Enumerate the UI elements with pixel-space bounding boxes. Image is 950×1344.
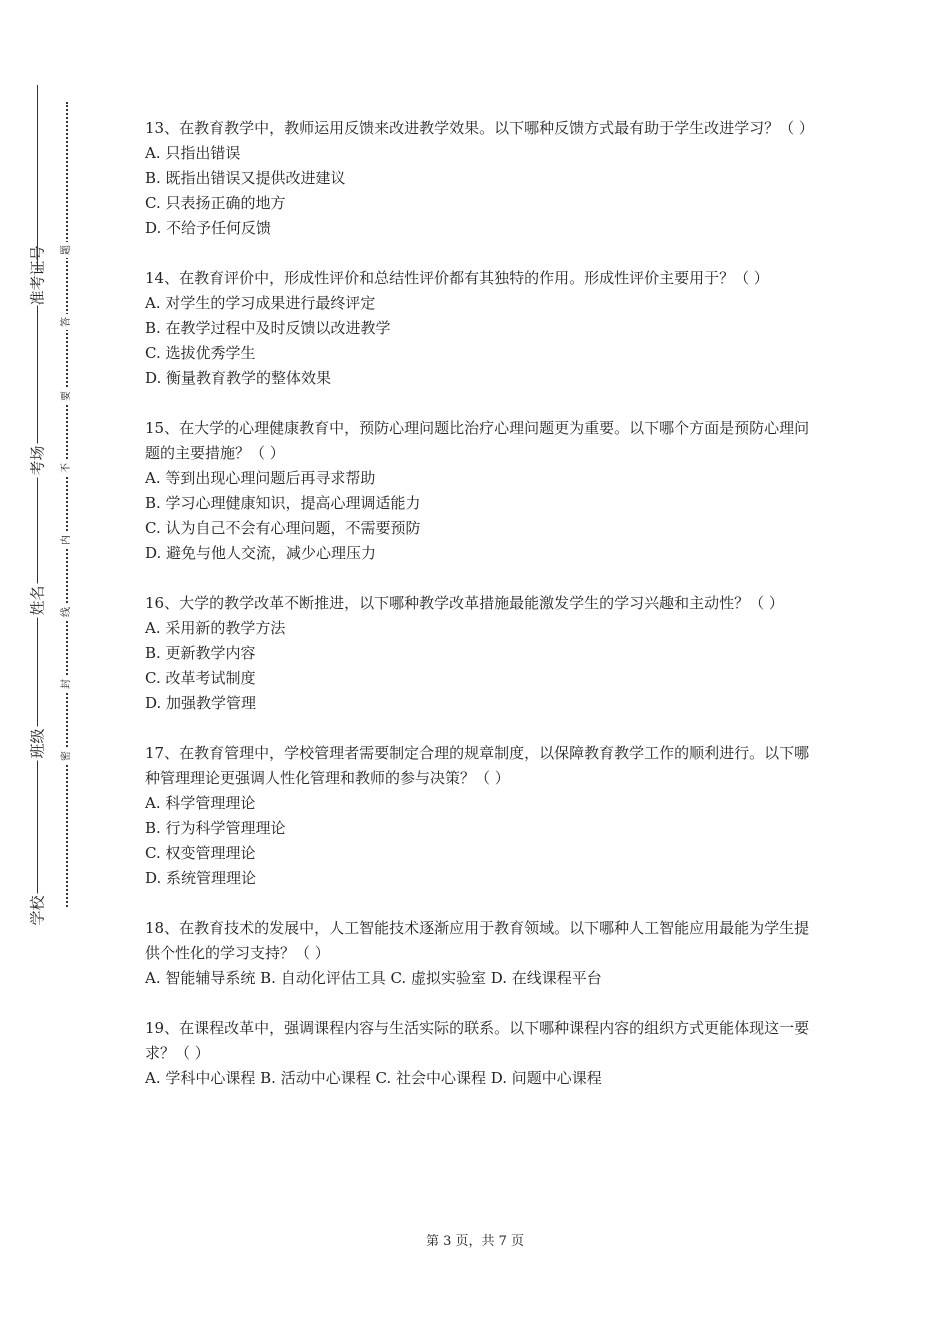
question-14 bbox=[145, 266, 815, 391]
question-stem: 17、在教育管理中，学校管理者需要制定合理的规章制度，以保障教育教学工作的顺利进行。以下哪种管理理论更强调人性化管理和教师的参与决策？（ ） bbox=[145, 744, 810, 787]
question-16 bbox=[145, 591, 815, 716]
option-c: C. 改革考试制度 bbox=[145, 669, 256, 687]
option-d: D. 加强教学管理 bbox=[145, 694, 257, 712]
question-stem: 16、大学的教学改革不断推进，以下哪种教学改革措施最能激发学生的学习兴趣和主动性？（ ） bbox=[145, 594, 784, 612]
option-a: A. 只指出错误 bbox=[145, 144, 241, 162]
question-13 bbox=[145, 116, 815, 241]
question-17 bbox=[145, 741, 815, 891]
sidebar-label-exam-room: 考场 bbox=[28, 445, 47, 476]
question-18 bbox=[145, 916, 815, 991]
question-stem: 18、在教育技术的发展中，人工智能技术逐渐应用于教育领域。以下哪种人工智能应用最能为学生提供个性化的学习支持？（ ） bbox=[145, 919, 810, 962]
question-15 bbox=[145, 416, 815, 566]
seal-char: 答 bbox=[61, 314, 73, 330]
seal-char: 题 bbox=[61, 242, 73, 258]
option-d: D. 系统管理理论 bbox=[145, 869, 257, 887]
question-stem: 15、在大学的心理健康教育中，预防心理问题比治疗心理问题更为重要。以下哪个方面是预防心理问题的主要措施？（ ） bbox=[145, 419, 810, 462]
seal-char: 密 bbox=[61, 748, 73, 764]
option-d: D. 避免与他人交流，减少心理压力 bbox=[145, 544, 377, 562]
binding-line bbox=[37, 85, 38, 925]
option-a: A. 对学生的学习成果进行最终评定 bbox=[145, 294, 376, 312]
question-stem: 13、在教育教学中，教师运用反馈来改进教学效果。以下哪种反馈方式最有助于学生改进学习？（ ） bbox=[145, 119, 814, 137]
option-a: A. 科学管理理论 bbox=[145, 794, 256, 812]
option-b: B. 行为科学管理理论 bbox=[145, 819, 286, 837]
seal-char: 内 bbox=[61, 532, 73, 548]
seal-char: 要 bbox=[61, 388, 73, 404]
option-c: C. 权变管理理论 bbox=[145, 844, 256, 862]
question-stem: 14、在教育评价中，形成性评价和总结性评价都有其独特的作用。形成性评价主要用于？（ ） bbox=[145, 269, 769, 287]
question-list bbox=[145, 116, 815, 1116]
option-a: A. 等到出现心理问题后再寻求帮助 bbox=[145, 469, 376, 487]
question-19 bbox=[145, 1016, 815, 1091]
sidebar-label-school: 学校 bbox=[28, 895, 47, 926]
option-c: C. 只表扬正确的地方 bbox=[145, 194, 286, 212]
option-b: B. 更新教学内容 bbox=[145, 644, 256, 662]
sidebar-label-exam-number: 准考证号 bbox=[28, 245, 47, 306]
page-number: 第 3 页，共 7 页 bbox=[425, 1234, 525, 1249]
question-stem: 19、在课程改革中，强调课程内容与生活实际的联系。以下哪种课程内容的组织方式更能体现这一要求？（ ） bbox=[145, 1019, 810, 1062]
option-c: C. 认为自己不会有心理问题，不需要预防 bbox=[145, 519, 421, 537]
options-inline: A. 智能辅导系统 B. 自动化评估工具 C. 虚拟实验室 D. 在线课程平台 bbox=[145, 969, 602, 987]
seal-dotted-line bbox=[66, 102, 68, 907]
option-c: C. 选拔优秀学生 bbox=[145, 344, 256, 362]
sidebar-label-class: 班级 bbox=[28, 728, 47, 759]
option-b: B. 在教学过程中及时反馈以改进教学 bbox=[145, 319, 391, 337]
option-d: D. 衡量教育教学的整体效果 bbox=[145, 369, 332, 387]
seal-char: 封 bbox=[61, 676, 73, 692]
seal-char: 不 bbox=[61, 460, 73, 476]
seal-char: 线 bbox=[61, 604, 73, 620]
option-a: A. 采用新的教学方法 bbox=[145, 619, 286, 637]
option-b: B. 既指出错误又提供改进建议 bbox=[145, 169, 346, 187]
sidebar-label-name: 姓名 bbox=[28, 585, 47, 616]
option-b: B. 学习心理健康知识，提高心理调适能力 bbox=[145, 494, 421, 512]
option-d: D. 不给予任何反馈 bbox=[145, 219, 272, 237]
options-inline: A. 学科中心课程 B. 活动中心课程 C. 社会中心课程 D. 问题中心课程 bbox=[145, 1069, 602, 1087]
